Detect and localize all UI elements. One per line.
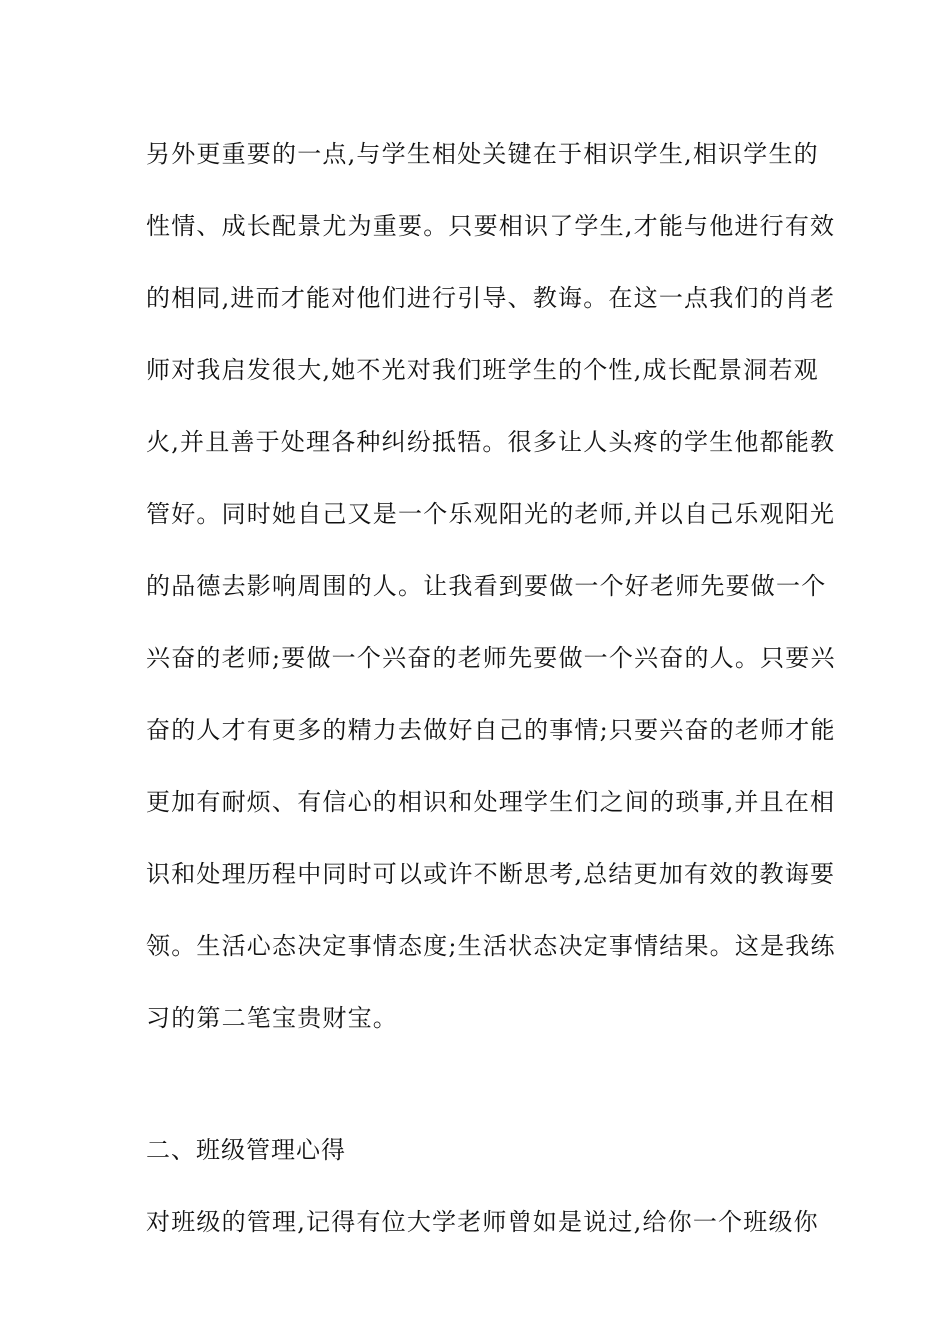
paragraph-line: 火,并且善于处理各种纠纷抵牾。很多让人头疼的学生他都能教 bbox=[146, 428, 836, 456]
paragraph-line: 性情、成长配景尤为重要。只要相识了学生,才能与他进行有效 bbox=[146, 212, 836, 240]
paragraph-line: 师对我启发很大,她不光对我们班学生的个性,成长配景洞若观 bbox=[146, 356, 819, 384]
paragraph-line: 另外更重要的一点,与学生相处关键在于相识学生,相识学生的 bbox=[146, 140, 819, 168]
paragraph-line: 更加有耐烦、有信心的相识和处理学生们之间的琐事,并且在相 bbox=[146, 788, 836, 816]
paragraph-line: 的相同,进而才能对他们进行引导、教诲。在这一点我们的肖老 bbox=[146, 284, 836, 312]
paragraph-line: 领。生活心态决定事情态度;生活状态决定事情结果。这是我练 bbox=[146, 932, 836, 960]
paragraph-line: 对班级的管理,记得有位大学老师曾如是说过,给你一个班级你 bbox=[146, 1208, 819, 1236]
paragraph-line: 习的第二笔宝贵财宝。 bbox=[146, 1004, 398, 1032]
paragraph-line: 管好。同时她自己又是一个乐观阳光的老师,并以自己乐观阳光 bbox=[146, 500, 836, 528]
paragraph-line: 奋的人才有更多的精力去做好自己的事情;只要兴奋的老师才能 bbox=[146, 716, 836, 744]
paragraph-line: 兴奋的老师;要做一个兴奋的老师先要做一个兴奋的人。只要兴 bbox=[146, 644, 836, 672]
section-heading: 二、班级管理心得 bbox=[146, 1136, 346, 1164]
paragraph-line: 的品德去影响周围的人。让我看到要做一个好老师先要做一个 bbox=[146, 572, 827, 600]
paragraph-line: 识和处理历程中同时可以或许不断思考,总结更加有效的教诲要 bbox=[146, 860, 836, 888]
